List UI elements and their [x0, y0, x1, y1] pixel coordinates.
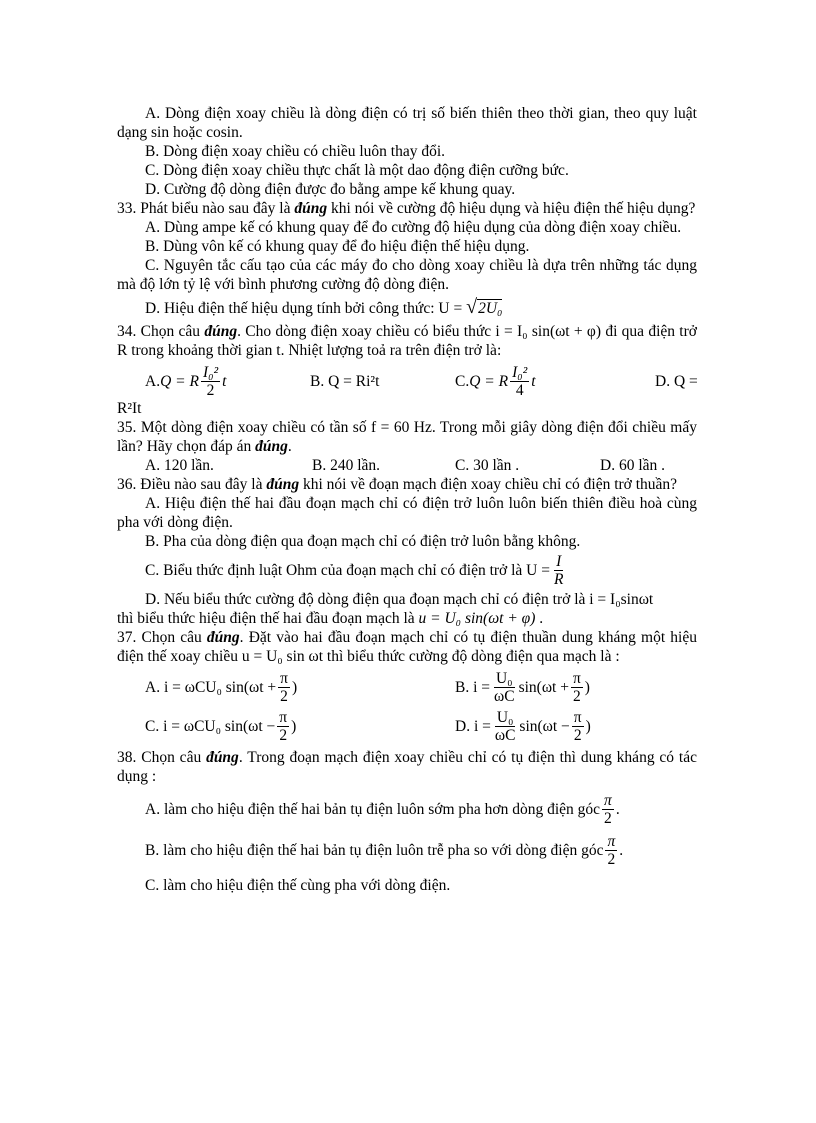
fraction: $\frac{\text{I₀²}}{4}$ — [512, 364, 528, 399]
q34-option-b: B. Q = Ri²t — [310, 373, 380, 390]
q32-option-d: D. Cường độ dòng điện được đo bằng ampe kế khung quay. — [145, 181, 516, 198]
q38-option-c: C. làm cho hiệu điện thế cùng pha với dòng điện. — [145, 877, 451, 894]
q37-option-a: A. i = ωCU₀ sin(ωt + $\frac{\pi}{2}$ ) — [145, 670, 298, 705]
q33-option-c: C. Nguyên tắc cấu tạo của các máy đo cho dòng xoay chiều là dựa trên những tác dụng mà độ lớn tỷ lệ với bình phương cường độ dòng điện. — [117, 257, 697, 293]
q33-option-d: D. Hiệu điện thế hiệu dụng tính bởi công thức: U = √2U₀ — [145, 296, 503, 318]
q33-option-b: B. Dùng vôn kế có khung quay để đo hiệu điện thế hiệu dụng. — [145, 238, 530, 255]
q36-option-b: B. Pha của dòng điện qua đoạn mạch chỉ có điện trở luôn bằng không. — [145, 533, 581, 550]
q34-option-d: D. Q = — [655, 373, 698, 390]
fraction: $\frac{\pi}{2}$ — [607, 833, 616, 868]
q35-option-b: B. 240 lần. — [312, 457, 381, 474]
q37-option-c: C. i = ωCU₀ sin(ωt − $\frac{\pi}{2}$ ) — [145, 709, 297, 744]
q35-question: 35. Một dòng điện xoay chiều có tần số f = 60 Hz. Trong mỗi giây dòng điện đổi chiều mấy lần? Hãy chọn đáp án đúng. — [117, 419, 697, 455]
q36-question: 36. Điều nào sau đây là đúng khi nói về đoạn mạch điện xoay chiều chỉ có điện trở thuần? — [117, 476, 678, 493]
q37-formula: u = U₀ sin ωt — [241, 648, 324, 665]
q35-option-c: C. 30 lần . — [455, 457, 520, 474]
sqrt-symbol: √ — [466, 296, 478, 318]
q35-options — [117, 456, 697, 475]
q33-question: 33. Phát biểu nào sau đây là đúng khi nói về cường độ hiệu dụng và hiệu điện thế hiệu dụng? — [117, 200, 696, 217]
fraction: $\frac{\pi}{2}$ — [572, 670, 581, 705]
q34-question: 34. Chọn câu đúng. Cho dòng điện xoay chiều có biểu thức i = I₀ sin(ωt + φ) đi qua điện trở R trong khoảng thời gian t. Nhiệt lượng toả ra trên điện trở là: — [117, 323, 697, 359]
q37-question: 37. Chọn câu đúng. Đặt vào hai đầu đoạn mạch chỉ có tụ điện thuần dung kháng một hiệu điện thế xoay chiều u = U₀ sin ωt thì biểu thức cường độ dòng điện qua mạch là : — [117, 629, 697, 665]
q38-option-b: B. làm cho hiệu điện thế hai bản tụ điện luôn trễ pha so với dòng điện góc $\frac{\pi}{2}$ . — [145, 833, 624, 868]
fraction: $\frac{I}{R}$ — [554, 553, 564, 588]
q36-d-formula: u = U₀ sin(ωt + φ) — [418, 610, 536, 627]
q34-options — [117, 364, 697, 399]
fraction: $\frac{\pi}{2}$ — [604, 792, 612, 827]
q34-option-a: A. Q = R $\frac{\text{I₀²}}{2}$ t — [145, 364, 227, 399]
q34-option-d-cont: R²It — [117, 400, 142, 417]
q37-options-row-2 — [117, 709, 697, 744]
fraction: $\frac{\text{U₀}}{\omega C}$ — [494, 670, 515, 705]
q32-option-b: B. Dòng điện xoay chiều có chiều luôn thay đổi. — [145, 143, 446, 160]
q33-d-formula: 2U₀ — [478, 300, 503, 317]
q33-option-a: A. Dùng ampe kế có khung quay để đo cường độ hiệu dụng của dòng điện xoay chiều. — [145, 219, 682, 236]
q36-option-c: C. Biểu thức định luật Ohm của đoạn mạch chỉ có điện trở là U = $\frac{I}{R}$ — [145, 553, 564, 588]
q34-formula: i = I₀ sin(ωt + φ) — [495, 323, 602, 340]
q32-option-c: C. Dòng điện xoay chiều thực chất là một dao động điện cưỡng bức. — [145, 162, 569, 179]
fraction: $\frac{\pi}{2}$ — [573, 709, 582, 744]
q37-option-b: B. i = $\frac{\text{U₀}}{\omega C}$ sin(ωt + $\frac{\pi}{2}$ ) — [455, 670, 590, 705]
fraction: $\frac{\pi}{2}$ — [280, 670, 288, 705]
q37-options-row-1 — [117, 670, 697, 705]
fraction: $\frac{\pi}{2}$ — [279, 709, 288, 744]
q36-option-d: D. Nếu biểu thức cường độ dòng điện qua đoạn mạch chỉ có điện trở là i = I₀sinωt — [145, 591, 654, 608]
q37-option-d: D. i = $\frac{\text{U₀}}{\omega C}$ sin(ωt − $\frac{\pi}{2}$ ) — [455, 709, 591, 744]
q35-option-d: D. 60 lần . — [600, 457, 666, 474]
q32-option-a: A. Dòng điện xoay chiều là dòng điện có trị số biến thiên theo thời gian, theo quy luật dạng sin hoặc cosin. — [117, 105, 697, 141]
q38-option-a: A. làm cho hiệu điện thế hai bản tụ điện luôn sớm pha hơn dòng điện góc $\frac{\pi}{2}$ . — [145, 792, 620, 827]
q35-option-a: A. 120 lần. — [145, 457, 214, 474]
fraction: $\frac{\text{U₀}}{\omega C}$ — [494, 709, 516, 744]
q36-option-d-cont: thì biểu thức hiệu điện thế hai đầu đoạn mạch là u = U₀ sin(ωt + φ) . — [117, 610, 544, 627]
document-page — [117, 104, 697, 895]
fraction: $\frac{\text{I₀²}}{2}$ — [202, 364, 219, 399]
q38-question: 38. Chọn câu đúng. Trong đoạn mạch điện xoay chiều chỉ có tụ điện thì dung kháng có tác dụng : — [117, 749, 697, 785]
q36-option-a: A. Hiệu điện thế hai đầu đoạn mạch chỉ có điện trở luôn luôn biến thiên điều hoà cùng pha với dòng điện. — [117, 495, 697, 531]
q34-option-c: C. Q = R $\frac{\text{I₀²}}{4}$ t — [455, 364, 536, 399]
